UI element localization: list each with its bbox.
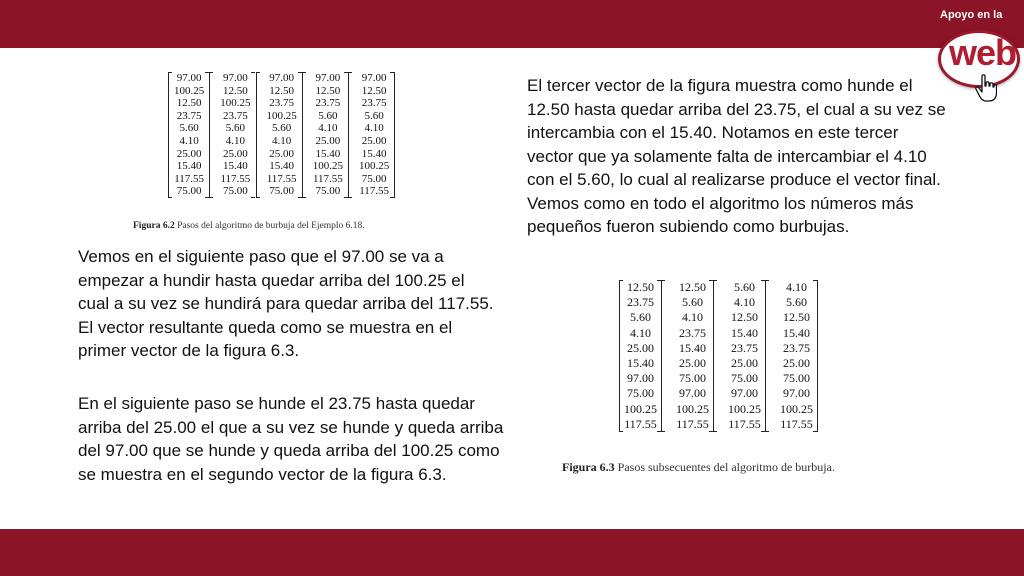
figure-6-2-bracket-cap — [251, 197, 255, 198]
figure-6-2-cell: 97.00 — [169, 72, 210, 85]
figure-6-3-cell: 5.60 — [714, 280, 766, 295]
figure-6-3-cell: 75.00 — [662, 371, 714, 386]
figure-6-3-cell: 117.55 — [620, 417, 662, 432]
figure-6-2-bracket-cap — [168, 197, 172, 198]
figure-6-3-cell: 75.00 — [714, 371, 766, 386]
figure-6-3-row — [620, 371, 818, 386]
figure-6-3-cell: 4.10 — [714, 295, 766, 310]
figure-6-2-cell: 25.00 — [256, 148, 302, 161]
figure-6-2-cell: 100.25 — [210, 97, 256, 110]
figure-6-3-bracket-cap — [813, 431, 817, 432]
figure-6-2-cell: 100.25 — [169, 85, 210, 98]
figure-6-2-cell: 4.10 — [169, 135, 210, 148]
figure-6-3-cell: 100.25 — [766, 402, 818, 417]
figure-6-3-bracket-cap — [661, 431, 665, 432]
figure-6-3-cell: 97.00 — [662, 386, 714, 401]
figure-6-2-bracket-cap — [256, 72, 260, 73]
figure-6-3-cell: 15.40 — [766, 326, 818, 341]
bottom-banner — [0, 529, 1024, 576]
figure-6-2-row — [169, 173, 395, 186]
figure-6-3-bracket-cap — [661, 280, 665, 281]
figure-6-2-bracket-cap — [390, 72, 394, 73]
figure-6-2-cell: 4.10 — [349, 122, 395, 135]
figure-6-3-cell: 97.00 — [766, 386, 818, 401]
figure-6-3-row — [620, 402, 818, 417]
figure-6-2-cell: 117.55 — [349, 185, 395, 198]
figure-6-2-cell: 100.25 — [256, 110, 302, 123]
figure-6-3-bracket-cap — [713, 280, 717, 281]
figure-6-3-bracket-cap — [619, 431, 623, 432]
figure-6-2-bracket-cap — [302, 72, 306, 73]
figure-6-2-cell: 75.00 — [302, 185, 348, 198]
figure-6-2-bracket-cap — [209, 197, 213, 198]
figure-6-3-cell: 25.00 — [714, 356, 766, 371]
figure-6-2-cell: 23.75 — [256, 97, 302, 110]
figure-6-3-caption-label: Figura 6.3 — [562, 460, 615, 474]
figure-6-3-row — [620, 280, 818, 295]
figure-6-2-cell: 12.50 — [302, 85, 348, 98]
figure-6-3-table — [619, 280, 818, 432]
figure-6-3-cell: 97.00 — [714, 386, 766, 401]
figure-6-3-cell: 25.00 — [662, 356, 714, 371]
figure-6-2-cell: 15.40 — [210, 160, 256, 173]
figure-6-2-cell: 23.75 — [349, 97, 395, 110]
figure-6-2-cell: 5.60 — [349, 110, 395, 123]
figure-6-2-cell: 100.25 — [349, 160, 395, 173]
figure-6-2-cell: 97.00 — [302, 72, 348, 85]
figure-6-2-row — [169, 148, 395, 161]
figure-6-3-cell: 5.60 — [766, 295, 818, 310]
figure-6-2-cell: 23.75 — [169, 110, 210, 123]
figure-6-2-cell: 25.00 — [349, 135, 395, 148]
figure-6-3-row — [620, 310, 818, 325]
figure-6-2-caption-text: Pasos del algoritmo de burbuja del Ejemplo 6.18. — [174, 221, 365, 231]
figure-6-2-row — [169, 160, 395, 173]
figure-6-2-cell: 100.25 — [302, 160, 348, 173]
figure-6-2-cell: 25.00 — [169, 148, 210, 161]
figure-6-2-cell: 4.10 — [302, 122, 348, 135]
figure-6-3-cell: 117.55 — [662, 417, 714, 432]
figure-6-2-bracket-cap — [209, 72, 213, 73]
figure-6-3-cell: 15.40 — [662, 341, 714, 356]
figure-6-2-cell: 117.55 — [256, 173, 302, 186]
figure-6-2-row — [169, 135, 395, 148]
figure-6-2-bracket-cap — [256, 197, 260, 198]
figure-6-3-bracket-cap — [813, 280, 817, 281]
figure-6-2-cell: 5.60 — [302, 110, 348, 123]
figure-6-3-cell: 25.00 — [766, 356, 818, 371]
figure-6-3-cell: 4.10 — [766, 280, 818, 295]
figure-6-2-cell: 23.75 — [302, 97, 348, 110]
figure-6-3-cell: 25.00 — [620, 341, 662, 356]
figure-6-2-cell: 97.00 — [210, 72, 256, 85]
figure-6-3-cell: 12.50 — [662, 280, 714, 295]
figure-6-2-cell: 5.60 — [256, 122, 302, 135]
hand-pointer-icon — [975, 74, 997, 102]
figure-6-3-cell: 5.60 — [620, 310, 662, 325]
figure-6-2-cell: 75.00 — [210, 185, 256, 198]
top-banner — [0, 0, 1024, 48]
figure-6-2-cell: 23.75 — [210, 110, 256, 123]
figure-6-3-cell: 5.60 — [662, 295, 714, 310]
figure-6-2-row — [169, 72, 395, 85]
figure-6-2-row — [169, 85, 395, 98]
figure-6-3-cell: 15.40 — [620, 356, 662, 371]
figure-6-2-table — [168, 72, 395, 198]
figure-6-2-cell: 25.00 — [302, 135, 348, 148]
figure-6-2-cell: 117.55 — [210, 173, 256, 186]
figure-6-3-bracket-cap — [765, 431, 769, 432]
figure-6-2-cell: 12.50 — [169, 97, 210, 110]
figure-6-3-cell: 75.00 — [620, 386, 662, 401]
figure-6-3-row — [620, 295, 818, 310]
figure-6-3-bracket-cap — [713, 431, 717, 432]
figure-6-3-caption-text: Pasos subsecuentes del algoritmo de burbuja. — [614, 460, 835, 474]
figure-6-2-cell: 15.40 — [349, 148, 395, 161]
figure-6-3-cell: 15.40 — [714, 326, 766, 341]
figure-6-2-bracket-cap — [168, 72, 172, 73]
figure-6-3-row — [620, 326, 818, 341]
figure-6-2-cell: 4.10 — [256, 135, 302, 148]
figure-6-3-cell: 75.00 — [766, 371, 818, 386]
figure-6-3-cell: 12.50 — [620, 280, 662, 295]
figure-6-2-cell: 15.40 — [302, 148, 348, 161]
figure-6-3-bracket-cap — [619, 280, 623, 281]
figure-6-3-cell: 23.75 — [766, 341, 818, 356]
figure-6-2-cell: 25.00 — [210, 148, 256, 161]
figure-6-2-cell: 15.40 — [169, 160, 210, 173]
figure-6-2-cell: 97.00 — [349, 72, 395, 85]
figure-6-2-cell: 117.55 — [169, 173, 210, 186]
figure-6-3-cell: 117.55 — [766, 417, 818, 432]
figure-6-3-row — [620, 356, 818, 371]
paragraph-right-1: El tercer vector de la figura muestra como hunde el 12.50 hasta quedar arriba del 23.75, el cual a su vez se intercambia con el 15.40. Notamos en este tercer vector que ya solamente falta de intercambiar el 4.10 con el 5.60, lo cual al realizarse produce el vector final. Vemos como en todo el algoritmo los números más pequeños fueron subiendo como burbujas. — [527, 76, 946, 236]
figure-6-3-cell: 12.50 — [714, 310, 766, 325]
figure-6-2-cell: 75.00 — [169, 185, 210, 198]
figure-6-2-row — [169, 185, 395, 198]
figure-6-2-bracket-cap — [390, 197, 394, 198]
figure-6-2-caption-label: Figura 6.2 — [133, 221, 175, 231]
figure-6-2-row — [169, 110, 395, 123]
figure-6-2-bracket-cap — [348, 72, 352, 73]
figure-6-3-cell: 23.75 — [620, 295, 662, 310]
figure-6-3-cell: 23.75 — [714, 341, 766, 356]
figure-6-3-row — [620, 341, 818, 356]
figure-6-2-cell: 75.00 — [256, 185, 302, 198]
figure-6-2-bracket-cap — [302, 197, 306, 198]
figure-6-2-cell: 5.60 — [169, 122, 210, 135]
paragraph-left-2: En el siguiente paso se hunde el 23.75 hasta quedar arriba del 25.00 el que a su vez se hunde y queda arriba del 97.00 que se hunde y queda arriba del 100.25 como se muestra en el segundo vector de la figura 6.3. — [78, 394, 504, 484]
figure-6-3-cell: 4.10 — [662, 310, 714, 325]
figure-6-2-cell: 12.50 — [349, 85, 395, 98]
figure-6-3-caption — [562, 460, 835, 475]
logo-caption: Apoyo en la — [940, 9, 1003, 21]
figure-6-2-cell: 5.60 — [210, 122, 256, 135]
figure-6-3-cell: 117.55 — [714, 417, 766, 432]
figure-6-2-cell: 75.00 — [349, 173, 395, 186]
figure-6-2-bracket-cap — [348, 197, 352, 198]
paragraph-left-1: Vemos en el siguiente paso que el 97.00 se va a empezar a hundir hasta quedar arriba del 100.25 el cual a su vez se hundirá para quedar arriba del 117.55. El vector resultante queda como se muestra en el primer vector de la figura 6.3. — [78, 247, 494, 360]
figure-6-2-cell: 4.10 — [210, 135, 256, 148]
figure-6-2-cell: 15.40 — [256, 160, 302, 173]
figure-6-3-cell: 12.50 — [766, 310, 818, 325]
figure-6-3-cell: 4.10 — [620, 326, 662, 341]
figure-6-3-cell: 23.75 — [662, 326, 714, 341]
figure-6-2-row — [169, 97, 395, 110]
figure-6-3-bracket-cap — [765, 280, 769, 281]
figure-6-3-row — [620, 386, 818, 401]
figure-6-2-caption — [133, 221, 365, 231]
figure-6-2-cell: 117.55 — [302, 173, 348, 186]
figure-6-3-cell: 100.25 — [714, 402, 766, 417]
figure-6-2-row — [169, 122, 395, 135]
logo-word: web — [949, 32, 1017, 73]
figure-6-3-cell: 100.25 — [662, 402, 714, 417]
figure-6-2-cell: 12.50 — [210, 85, 256, 98]
figure-6-3-cell: 97.00 — [620, 371, 662, 386]
figure-6-2-cell: 97.00 — [256, 72, 302, 85]
figure-6-3-row — [620, 417, 818, 432]
figure-6-2-bracket-cap — [251, 72, 255, 73]
figure-6-3-cell: 100.25 — [620, 402, 662, 417]
figure-6-2-cell: 12.50 — [256, 85, 302, 98]
